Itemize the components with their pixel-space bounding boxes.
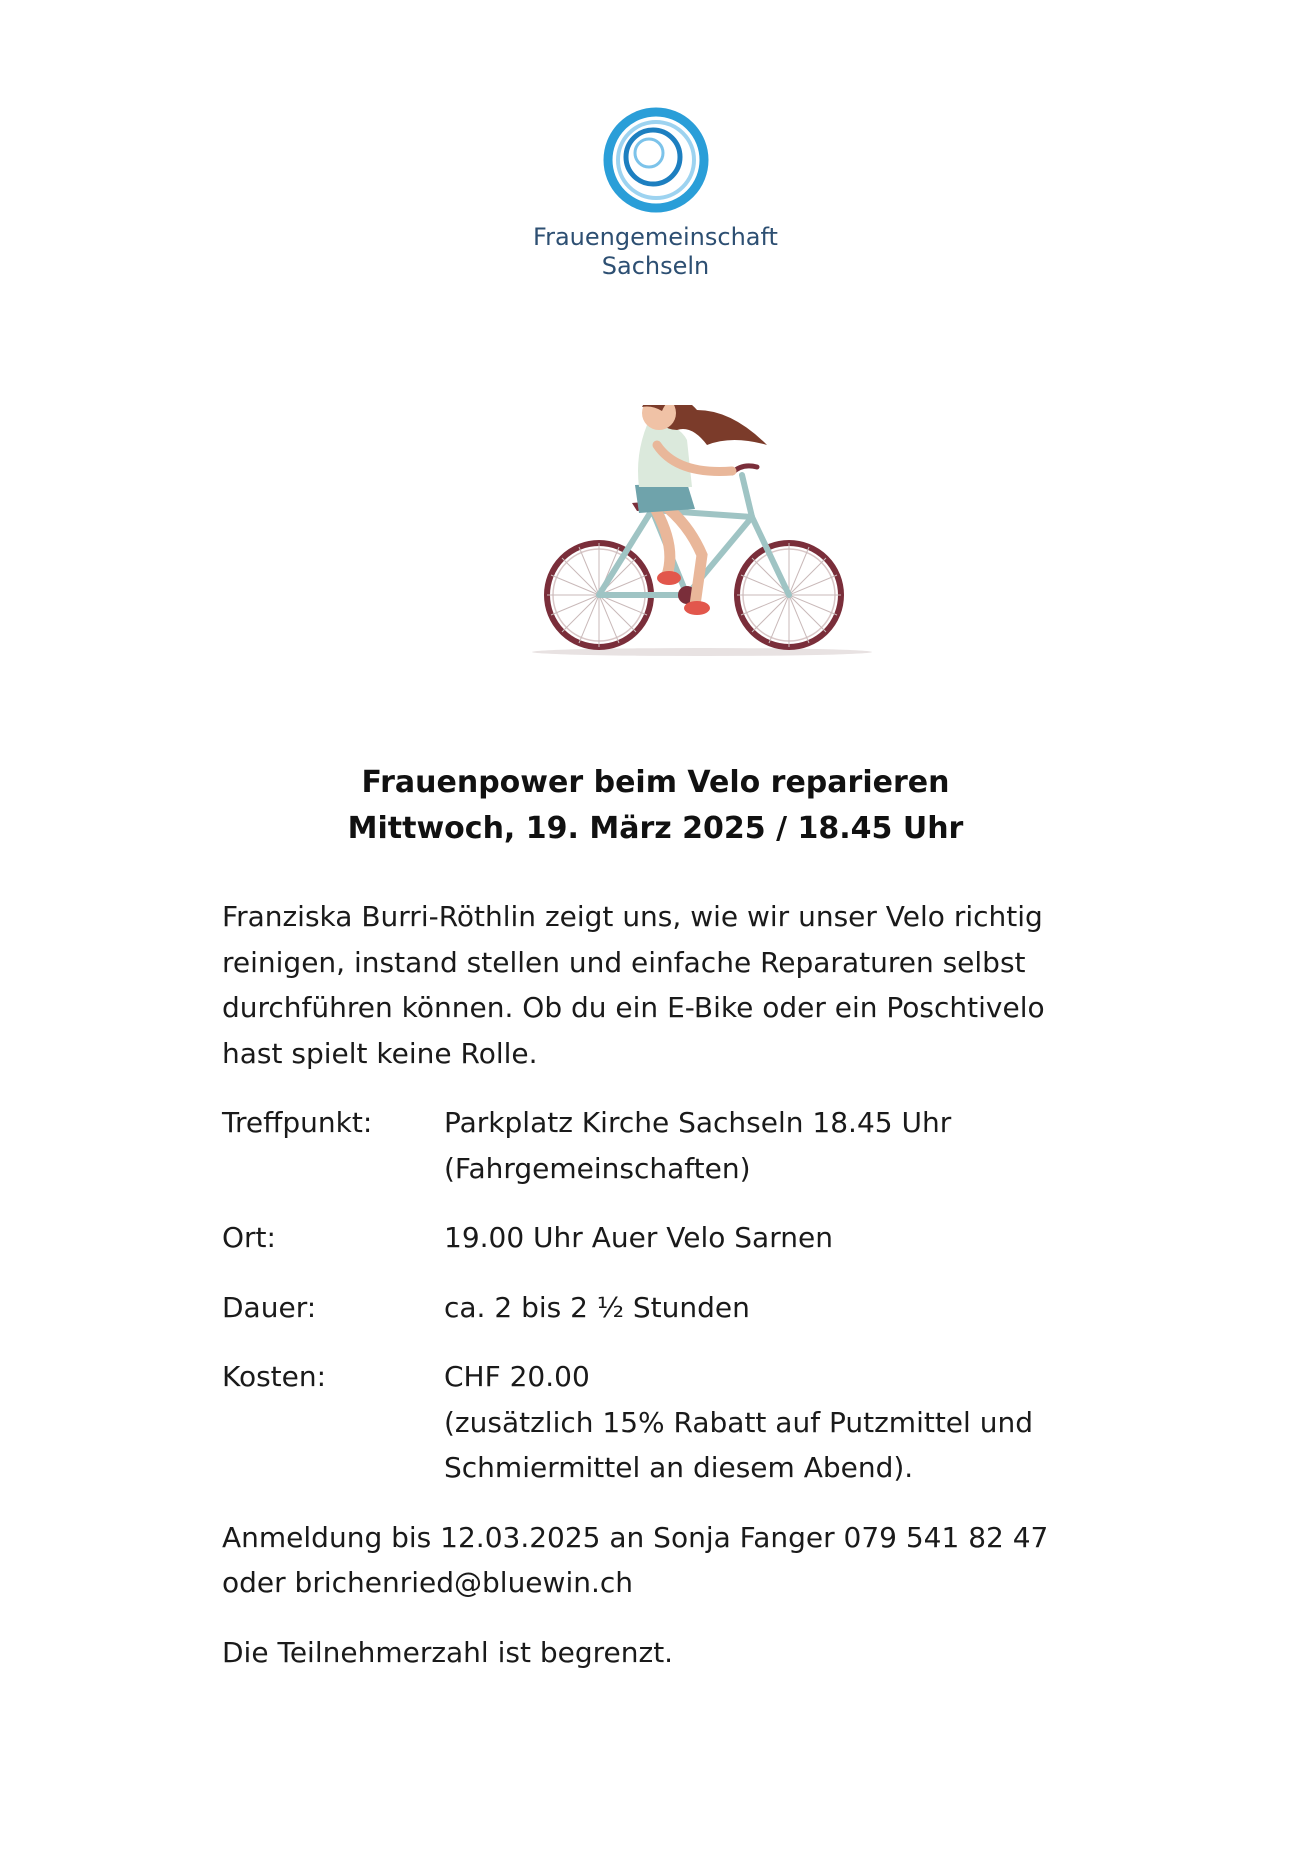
detail-line: Schmiermittel an diesem Abend). <box>444 1451 914 1484</box>
detail-value <box>444 1215 1102 1261</box>
detail-row-meeting-point <box>222 1100 1102 1191</box>
event-title: Frauenpower beim Velo reparieren <box>361 765 950 800</box>
detail-row-duration <box>222 1285 1102 1331</box>
detail-label: Dauer: <box>222 1290 317 1324</box>
event-content <box>222 894 1102 1675</box>
detail-value <box>444 1285 1102 1331</box>
event-date: Mittwoch, 19. März 2025 / 18.45 Uhr <box>347 811 964 846</box>
detail-label: Treffpunkt: <box>222 1106 373 1139</box>
woman-on-bicycle-icon <box>527 405 887 665</box>
detail-line: ca. 2 bis 2 ½ Stunden <box>444 1290 750 1324</box>
detail-row-cost <box>222 1354 1102 1491</box>
detail-line: (Fahrgemeinschaften) <box>444 1151 751 1185</box>
detail-value <box>444 1354 1102 1491</box>
logo-line-1: Frauengemeinschaft <box>533 223 778 251</box>
logo-line-2: Sachseln <box>601 252 710 280</box>
logo <box>0 105 1311 281</box>
intro-paragraph: Franziska Burri-Röthlin zeigt uns, wie wir unser Velo richtig reinigen, instand stellen und einfache Reparaturen selbst durchführen können. Ob du ein E-Bike oder ein Poschtivelo hast spielt keine Rolle. <box>222 900 1045 1070</box>
detail-label: Kosten: <box>222 1360 327 1393</box>
logo-rings-icon <box>601 105 711 215</box>
detail-line: (zusätzlich 15% Rabatt auf Putzmittel und <box>444 1405 1033 1439</box>
participant-limit-note: Die Teilnehmerzahl ist begrenzt. <box>222 1635 674 1669</box>
detail-line: CHF 20.00 <box>444 1360 590 1393</box>
detail-row-location <box>222 1215 1102 1261</box>
detail-value <box>444 1100 1102 1191</box>
detail-line: Parkplatz Kirche Sachseln 18.45 Uhr <box>444 1106 952 1139</box>
signup-paragraph: Anmeldung bis 12.03.2025 an Sonja Fanger 079 541 82 47 oder brichenried@bluewin.ch <box>222 1520 1049 1599</box>
cyclist-illustration <box>527 405 887 670</box>
detail-line: 19.00 Uhr Auer Velo Sarnen <box>444 1221 833 1254</box>
detail-label: Ort: <box>222 1221 276 1254</box>
event-headline <box>0 760 1311 852</box>
